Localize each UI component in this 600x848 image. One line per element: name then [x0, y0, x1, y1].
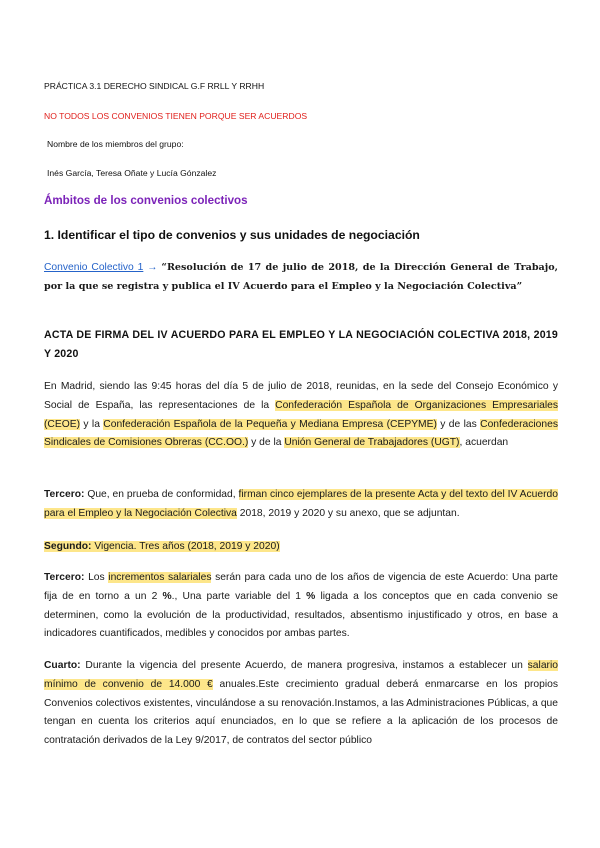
intro-paragraph	[44, 378, 558, 453]
arrow-icon: →	[147, 262, 158, 273]
members-label: Nombre de los miembros del grupo:	[47, 139, 184, 149]
tercero-text: ., Una parte variable del 1	[171, 590, 307, 602]
tercero-text: ligada a los conceptos que en cada convenio se determinen, como la evolución de la productividad, resultados, absentismo injustificado y otros, en base a indicadores cuantificados, medibles y conocidos por ambas partes.	[44, 590, 558, 640]
tercero-text: Los	[84, 572, 109, 583]
highlight-incrementos: incrementos salariales	[108, 572, 212, 583]
cuarto-paragraph	[44, 657, 558, 751]
tercero-paragraph-2	[44, 569, 558, 644]
tercero-paragraph-1	[44, 486, 558, 524]
segundo-label: Segundo:	[44, 541, 92, 552]
warning-text: NO TODOS LOS CONVENIOS TIENEN PORQUE SER ACUERDOS	[44, 111, 308, 121]
percent-sign: %	[162, 590, 172, 602]
tercero-label: Tercero:	[44, 572, 85, 583]
segundo-paragraph	[44, 538, 558, 557]
tercero-text: 2018, 2019 y 2020 y su anexo, que se adjuntan.	[236, 507, 460, 519]
segundo-text: Vigencia. Tres años (2018, 2019 y 2020)	[91, 541, 280, 552]
intro-text: En Madrid, siendo las 9:45 horas del día 5 de julio de 2018, reunidas, en la sede del Consejo Económico y Social de España, las representaciones de la	[44, 381, 558, 411]
cuarto-text: Durante la vigencia del presente Acuerdo, de manera progresiva, instamos a establecer un	[80, 660, 528, 671]
segundo-highlight	[44, 541, 280, 552]
section-heading: 1. Identificar el tipo de convenios y sus unidades de negociación	[44, 228, 420, 242]
section-title: Ámbitos de los convenios colectivos	[44, 194, 248, 207]
cuarto-label: Cuarto:	[44, 660, 81, 671]
intro-text: y de las	[436, 418, 481, 430]
highlight-ceoe: Confederación Española de Organizaciones Empresariales (CEOE)	[44, 399, 558, 430]
convenio-paragraph	[44, 259, 558, 297]
convenio-quote: “Resolución de 17 de julio de 2018, de la Dirección General de Trabajo, por la que se registra y publica el IV Acuerdo para el Empleo y la Negociación Colectiva”	[44, 262, 558, 292]
tercero-label: Tercero:	[44, 489, 85, 500]
intro-text: , acuerdan	[459, 437, 509, 449]
members-names: Inés García, Teresa Oñate y Lucía Gónzalez	[47, 168, 217, 178]
practice-title: PRÁCTICA 3.1 DERECHO SINDICAL G.F RRLL Y RRHH	[44, 81, 265, 91]
cuarto-text: anuales.Este crecimiento gradual deberá enmarcarse en los propios Convenios colectivos existentes, vinculándose a su renovación.Instamos, a las Administraciones Públicas, a que tengan en cuenta los criterios aquí enunciados, en lo que se refiere a la aplicación de los procesos de contratación derivados de la Ley 9/2017, de contratos del sector público	[44, 678, 559, 747]
tercero-text: Que, en prueba de conformidad,	[84, 489, 239, 500]
highlight-ugt: Unión General de Trabajadores (UGT)	[284, 437, 460, 449]
highlight-ejemplares: firman cinco ejemplares de la presente Acta y del texto del IV Acuerdo para el Empleo y la Negociación Colectiva	[44, 489, 558, 519]
intro-text: y de la	[248, 437, 285, 449]
highlight-salario: salario mínimo de convenio de 14.000 €	[44, 660, 558, 690]
percent-sign: %	[306, 590, 316, 602]
intro-text: y la	[80, 418, 104, 430]
acta-title: ACTA DE FIRMA DEL IV ACUERDO PARA EL EMPLEO Y LA NEGOCIACIÓN COLECTIVA 2018, 2019 Y 2020	[44, 329, 558, 360]
convenio-link[interactable]: Convenio Colectivo 1	[44, 262, 144, 273]
highlight-ccoo: Confederaciones Sindicales de Comisiones Obreras (CC.OO.)	[44, 418, 558, 449]
tercero-text: serán para cada uno de los años de vigencia de este Acuerdo: Una parte fija de en torno a un 2	[44, 572, 558, 602]
highlight-cepyme: Confederación Española de la Pequeña y Mediana Empresa (CEPYME)	[103, 418, 437, 430]
